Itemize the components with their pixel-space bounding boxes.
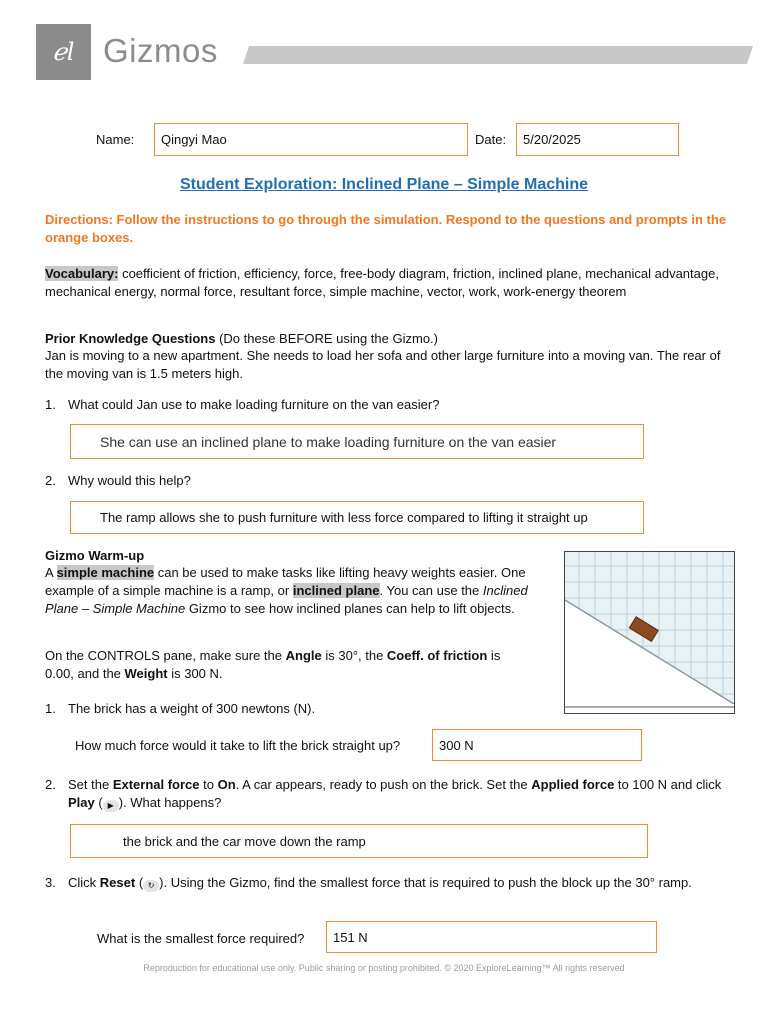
warmup-q1: The brick has a weight of 300 newtons (N). — [68, 701, 316, 716]
date-field[interactable]: 5/20/2025 — [516, 123, 679, 156]
text: A — [45, 565, 57, 580]
warmup-answer-1[interactable]: 300 N — [432, 729, 642, 761]
text: can be used to make tasks like lifting heavy weights easier. One example of a simple machine is a ramp, or — [45, 565, 526, 598]
text: to — [199, 777, 218, 792]
name-label: Name: — [96, 132, 135, 147]
text: ( — [94, 795, 103, 810]
inclined-plane-figure — [564, 551, 735, 714]
text: is 30°, the — [321, 648, 387, 663]
warmup-q3 — [68, 874, 728, 892]
text: Set the — [68, 777, 113, 792]
text: Click — [68, 875, 100, 890]
warmup-paragraph-1 — [45, 564, 530, 618]
prior-knowledge-heading: Prior Knowledge Questions — [45, 331, 216, 346]
text: . You can use the — [379, 583, 483, 598]
prior-intro: Jan is moving to a new apartment. She needs to load her sofa and other large furniture into a moving van. The rear of the moving van is 1.5 meters high. — [45, 348, 721, 381]
footer-copyright: Reproduction for educational use only. Public sharing or posting prohibited. © 2020 ExploreLearning™ All rights reserved — [143, 963, 625, 973]
applied-force-term: Applied force — [531, 777, 615, 792]
text: ). Using the Gizmo, find the smallest force that is required to push the block up the 30° ramp. — [159, 875, 692, 890]
text: to 100 N and click — [614, 777, 722, 792]
text: . A car appears, ready to push on the brick. Set the — [235, 777, 532, 792]
gizmo-name: Inclined Plane – Simple Machine — [45, 583, 528, 616]
text: ). What happens? — [118, 795, 222, 810]
page-title: Student Exploration: Inclined Plane – Simple Machine — [179, 176, 589, 193]
prior-q1: What could Jan use to make loading furniture on the van easier? — [68, 397, 440, 412]
vocabulary-label: Vocabulary: — [45, 266, 119, 281]
warmup-q1-number: 1. — [45, 701, 56, 716]
warmup-q3-number: 3. — [45, 875, 56, 890]
warmup-q3-sub: What is the smallest force required? — [97, 931, 305, 946]
prior-q2: Why would this help? — [68, 473, 191, 488]
name-field[interactable]: Qingyi Mao — [154, 123, 468, 156]
header-bar — [243, 46, 753, 64]
text: On the CONTROLS pane, make sure the — [45, 648, 286, 663]
warmup-answer-2[interactable]: the brick and the car move down the ramp — [70, 824, 648, 858]
term-inclined-plane: inclined plane — [292, 583, 380, 598]
text: ( — [135, 875, 144, 890]
vocabulary-text: coefficient of friction, efficiency, force, free-body diagram, friction, inclined plane, mechanical advantage, mechanical energy, normal force, resultant force, simple machine, vector, work, work-energy theorem — [45, 266, 719, 299]
reset-term: Reset — [99, 875, 136, 890]
term-simple-machine: simple machine — [56, 565, 155, 580]
date-label: Date: — [475, 132, 507, 147]
angle-term: Angle — [285, 648, 322, 663]
text: Gizmo to see how inclined planes can help to lift objects. — [185, 601, 515, 616]
inclined-plane-diagram — [565, 552, 734, 713]
warmup-answer-3[interactable]: 151 N — [326, 921, 657, 953]
reset-icon: ↻ — [143, 880, 159, 892]
text: is 300 N. — [167, 666, 223, 681]
warmup-q1-sub: How much force would it take to lift the brick straight up? — [75, 738, 401, 753]
prior-q1-number: 1. — [45, 397, 56, 412]
vocabulary — [45, 265, 735, 301]
prior-knowledge-note: (Do these BEFORE using the Gizmo.) — [215, 331, 438, 346]
brand-name: Gizmos — [103, 32, 218, 69]
text: is 0.00, and the — [45, 648, 501, 681]
warmup-q2-number: 2. — [45, 777, 56, 792]
warmup-q2 — [68, 776, 728, 812]
prior-answer-2[interactable]: The ramp allows she to push furniture with less force compared to lifting it straight up — [70, 501, 644, 534]
prior-q2-number: 2. — [45, 473, 56, 488]
logo-text: ℯl — [52, 38, 75, 66]
external-force-term: External force — [112, 777, 200, 792]
warmup-heading: Gizmo Warm-up — [45, 548, 145, 563]
on-term: On — [217, 777, 236, 792]
prior-answer-1[interactable]: She can use an inclined plane to make loading furniture on the van easier — [70, 424, 644, 459]
directions-text: Directions: Follow the instructions to go through the simulation. Respond to the questions and prompts in the orange boxes. — [45, 212, 727, 245]
prior-knowledge-heading-line — [45, 330, 735, 348]
play-icon: ▶ — [103, 800, 119, 812]
gizmos-logo-icon — [36, 24, 91, 80]
friction-term: Coeff. of friction — [386, 648, 488, 663]
play-term: Play — [68, 795, 95, 810]
warmup-paragraph-2 — [45, 647, 530, 683]
weight-term: Weight — [124, 666, 168, 681]
